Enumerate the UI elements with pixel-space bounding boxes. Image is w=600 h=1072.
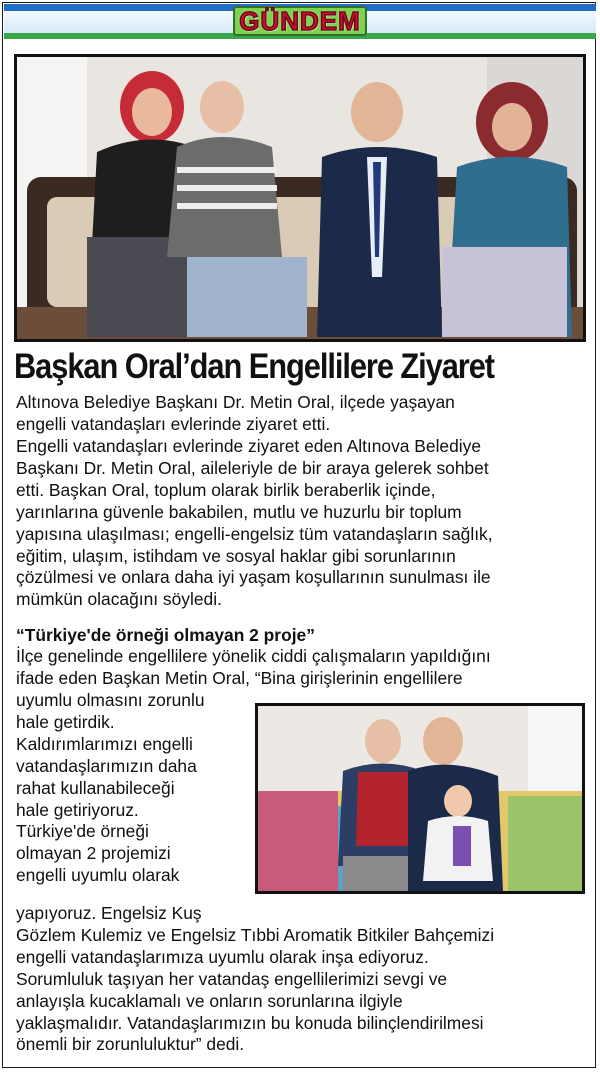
body-paragraph <box>16 436 600 611</box>
section-label-text: GÜNDEM <box>233 6 367 36</box>
tail-line: yapıyoruz. Engelsiz Kuş <box>16 903 202 923</box>
lead-line: engelli vatandaşları evlerinde ziyaret etti. <box>16 413 331 434</box>
lead-paragraph <box>16 392 591 436</box>
body-line: yapısına ulaşılması; engelli-engelsiz tüm vatandaşların sağlık, <box>16 523 493 544</box>
wrap-line: uyumlu olmasını zorunlu <box>16 690 205 710</box>
tail-line: anlayışla kucaklamalı ve onların sorunlarına ilgiyle <box>16 990 403 1011</box>
subheading: “Türkiye'de örneği olmayan 2 proje” <box>16 625 315 645</box>
lead-line: Altınova Belediye Başkanı Dr. Metin Oral, ilçede yaşayan <box>16 392 455 412</box>
wrap-line: hale getirdik. <box>16 711 115 732</box>
cont-line: ifade eden Başkan Metin Oral, “Bina girişlerinin engellilere <box>16 667 463 688</box>
wrap-line: hale getiriyoruz. <box>16 799 139 820</box>
body-line: çözülmesi ve onlara daha iyi yaşam koşullarının sunulması ile <box>16 567 491 588</box>
body-line: Engelli vatandaşları evlerinde ziyaret eden Altınova Belediye <box>16 436 482 456</box>
tail-paragraph <box>16 903 596 1056</box>
tail-line: Sorumluluk taşıyan her vatandaş engellilerimizi sevgi ve <box>16 968 448 989</box>
wrap-line: Türkiye'de örneği <box>16 821 149 842</box>
tail-line: önemli bir zorunluluktur” dedi. <box>16 1034 245 1055</box>
headline: Başkan Oral’dan Engellilere Ziyaret <box>14 347 495 386</box>
body-line: etti. Başkan Oral, toplum olarak birlik beraberlik içinde, <box>16 479 436 500</box>
wrap-line: engelli uyumlu olarak <box>16 865 180 886</box>
body-line: yarınlarına güvenle bakabilen, mutlu ve huzurlu bir toplum <box>16 501 462 522</box>
wrap-line: rahat kullanabileceği <box>16 777 175 798</box>
main-photo-image <box>17 57 583 339</box>
continued-paragraph <box>16 646 596 690</box>
secondary-photo-image <box>258 706 582 891</box>
tail-line: Gözlem Kulemiz ve Engelsiz Tıbbi Aromatik Bitkiler Bahçemizi <box>16 924 495 945</box>
wrap-line: Kaldırımlarımızı engelli <box>16 733 193 754</box>
section-label <box>0 6 600 37</box>
body-line: Başkanı Dr. Metin Oral, aileleriyle de bir araya gelerek sohbet <box>16 457 489 478</box>
body-line: eğitim, ulaşım, istihdam ve sosyal haklar gibi sorunlarının <box>16 545 456 566</box>
cont-line: İlçe genelinde engellilere yönelik ciddi çalışmaların yapıldığını <box>16 646 491 666</box>
wrap-line: olmayan 2 projemizi <box>16 843 171 864</box>
secondary-photo <box>255 703 585 894</box>
tail-line: yaklaşmalıdır. Vatandaşlarımızın bu konuda bilinçlendirilmesi <box>16 1012 484 1033</box>
tail-line: engelli vatandaşlarımıza uyumlu olarak inşa ediyoruz. <box>16 946 429 967</box>
wrapped-column <box>16 690 248 887</box>
wrap-line: vatandaşlarımızın daha <box>16 755 197 776</box>
body-line: mümkün olacağını söyledi. <box>16 589 222 610</box>
main-photo <box>14 54 586 342</box>
